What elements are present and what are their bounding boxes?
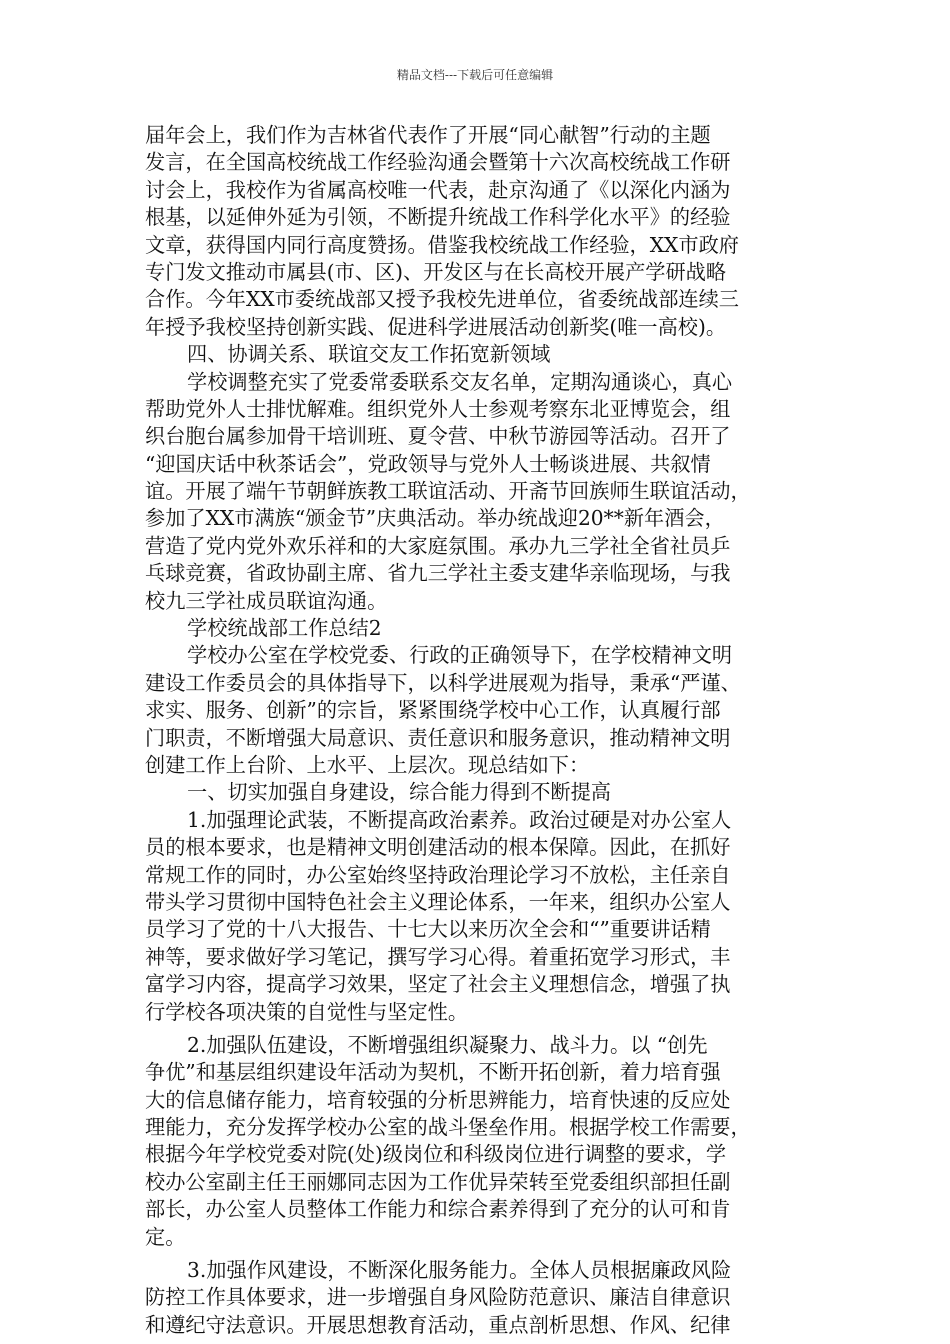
text-line: 合作。今年XX市委统战部又授予我校先进单位，省委统战部连续三 [145, 287, 739, 312]
text-line: 文章，获得国内同行高度赞扬。借鉴我校统战工作经验，XX市政府 [145, 232, 739, 257]
text-line: 富学习内容，提高学习效果，坚定了社会主义理想信念，增强了执 [145, 972, 731, 997]
text-line: 帮助党外人士排忧解难。组织党外人士参观考察东北亚博览会，组 [145, 396, 731, 421]
text-line: 行学校各项决策的自觉性与坚定性。 [145, 999, 469, 1024]
text-line: 建设工作委员会的具体指导下，以科学进展观为指导，秉承“严谨、 [145, 670, 741, 695]
text-line: 门职责，不断增强大局意识、责任意识和服务意识，推动精神文明 [145, 725, 731, 750]
text-line: 2.加强队伍建设，不断增强组织凝聚力、战斗力。以 “创先 [187, 1032, 708, 1057]
text-line: 谊。开展了端午节朝鲜族教工联谊活动、开斋节回族师生联谊活动， [145, 479, 751, 504]
text-line: “迎国庆话中秋茶话会”，党政领导与党外人士畅谈进展、共叙情 [145, 451, 711, 476]
text-line: 定。 [145, 1224, 186, 1249]
text-line: 校九三学社成员联谊沟通。 [145, 588, 388, 613]
document-body [145, 122, 810, 1339]
text-line: 专门发文推动市属县(市、区)、开发区与在长高校开展产学研战略 [145, 259, 727, 284]
text-line: 部长，办公室人员整体工作能力和综合素养得到了充分的认可和肯 [145, 1197, 731, 1222]
text-line: 一、切实加强自身建设，综合能力得到不断提高 [187, 780, 611, 805]
text-line: 根基，以延伸外延为引领，不断提升统战工作科学化水平》的经验 [145, 205, 731, 230]
text-line: 防控工作具体要求，进一步增强自身风险防范意识、廉洁自律意识 [145, 1285, 731, 1310]
text-line: 和遵纪守法意识。开展思想教育活动，重点剖析思想、作风、纪律 [145, 1312, 731, 1337]
text-line: 大的信息储存能力，培育较强的分析思辨能力，培育快速的反应处 [145, 1087, 731, 1112]
text-line: 争优”和基层组织建设年活动为契机，不断开拓创新，着力培育强 [145, 1060, 721, 1085]
text-line: 常规工作的同时，办公室始终坚持政治理论学习不放松，主任亲自 [145, 862, 731, 887]
text-line: 讨会上，我校作为省属高校唯一代表，赴京沟通了《以深化内涵为 [145, 177, 731, 202]
text-line: 校办公室副主任王丽娜同志因为工作优异荣转至党委组织部担任副 [145, 1169, 731, 1194]
text-line: 员学习了党的十八大报告、十七大以来历次全会和“”重要讲话精 [145, 917, 711, 942]
text-line: 参加了XX市满族“颁金节”庆典活动。举办统战迎20**新年酒会， [145, 506, 725, 531]
text-line: 年授予我校坚持创新实践、促进科学进展活动创新奖(唯一高校)。 [145, 314, 727, 339]
text-line: 织台胞台属参加骨干培训班、夏令营、中秋节游园等活动。召开了 [145, 424, 731, 449]
text-line: 届年会上，我们作为吉林省代表作了开展“同心献智”行动的主题 [145, 123, 711, 147]
page-header: 精品文档---下载后可任意编辑 [396, 68, 554, 82]
text-line: 学校办公室在学校党委、行政的正确领导下，在学校精神文明 [187, 643, 733, 668]
text-line: 3.加强作风建设，不断深化服务能力。全体人员根据廉政风险 [187, 1258, 732, 1283]
text-line: 学校统战部工作总结2 [187, 616, 382, 641]
text-line: 四、协调关系、联谊交友工作拓宽新领域 [187, 342, 551, 367]
text-line: 求实、服务、创新”的宗旨，紧紧围绕学校中心工作，认真履行部 [145, 698, 721, 723]
text-line: 1.加强理论武装，不断提高政治素养。政治过硬是对办公室人 [187, 807, 732, 832]
text-line: 乓球竞赛，省政协副主席、省九三学社主委支建华亲临现场，与我 [145, 561, 731, 586]
text-line: 根据今年学校党委对院(处)级岗位和科级岗位进行调整的要求，学 [145, 1142, 727, 1167]
text-line: 员的根本要求，也是精神文明创建活动的根本保障。因此，在抓好 [145, 835, 731, 860]
text-line: 创建工作上台阶、上水平、上层次。现总结如下： [145, 752, 590, 777]
text-line: 营造了党内党外欢乐祥和的大家庭氛围。承办九三学社全省社员乒 [145, 533, 731, 558]
text-line: 理能力，充分发挥学校办公室的战斗堡垒作用。根据学校工作需要， [145, 1115, 751, 1140]
text-line: 带头学习贯彻中国特色社会主义理论体系，一年来，组织办公室人 [145, 889, 731, 914]
text-line: 神等，要求做好学习笔记，撰写学习心得。着重拓宽学习形式，丰 [145, 944, 731, 969]
text-line: 发言，在全国高校统战工作经验沟通会暨第十六次高校统战工作研 [145, 150, 731, 175]
text-line: 学校调整充实了党委常委联系交友名单，定期沟通谈心，真心 [187, 369, 733, 394]
